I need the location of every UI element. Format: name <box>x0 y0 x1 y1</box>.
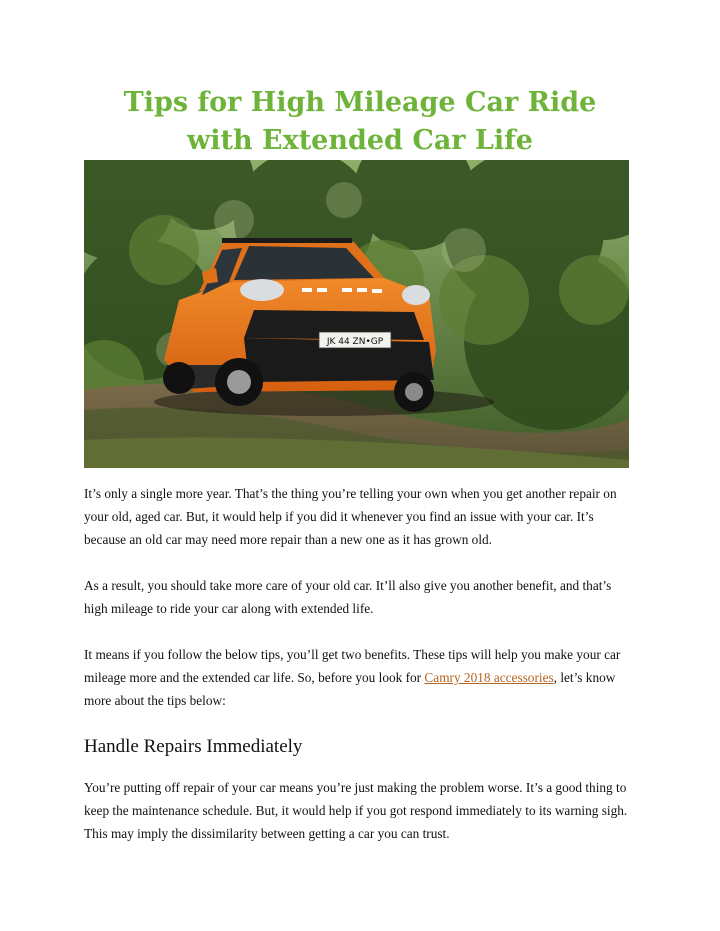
page-title <box>60 84 660 160</box>
paragraph-3-text-after: , let’s know more about the tips below: <box>84 670 616 708</box>
paragraph-4: You’re putting off repair of your car means you’re just making the problem worse. It’s a good thing to keep the maintenance schedule. But, it would help if you got respond immediately to its warning sigh. This may imply the dissimilarity between getting a car you can trust. <box>84 780 628 841</box>
camry-accessories-link[interactable]: Camry 2018 accessories <box>424 670 554 685</box>
section-heading: Handle Repairs Immediately <box>84 736 303 757</box>
license-plate: JK 44 ZN•GP <box>326 337 384 347</box>
paragraph-2: As a result, you should take more care of your old car. It’ll also give you another benefit, and that’s high mileage to ride your car along with extended life. <box>84 578 612 616</box>
paragraph-1: It’s only a single more year. That’s the thing you’re telling your own when you get another repair on your old, aged car. But, it would help if you did it whenever you find an issue with your car. It’s because an old car may need more repair than a new one as it has grown old. <box>84 486 617 547</box>
title-line-1: Tips for High Mileage Car Ride <box>123 87 597 118</box>
car-photo <box>84 160 629 468</box>
title-line-2: with Extended Car Life <box>187 125 533 156</box>
paragraph-3 <box>84 643 636 712</box>
paragraph-3-text-before: It means if you follow the below tips, you’ll get two benefits. These tips will help you make your car mileage more and the extended car life. So, before you look for <box>84 647 621 685</box>
